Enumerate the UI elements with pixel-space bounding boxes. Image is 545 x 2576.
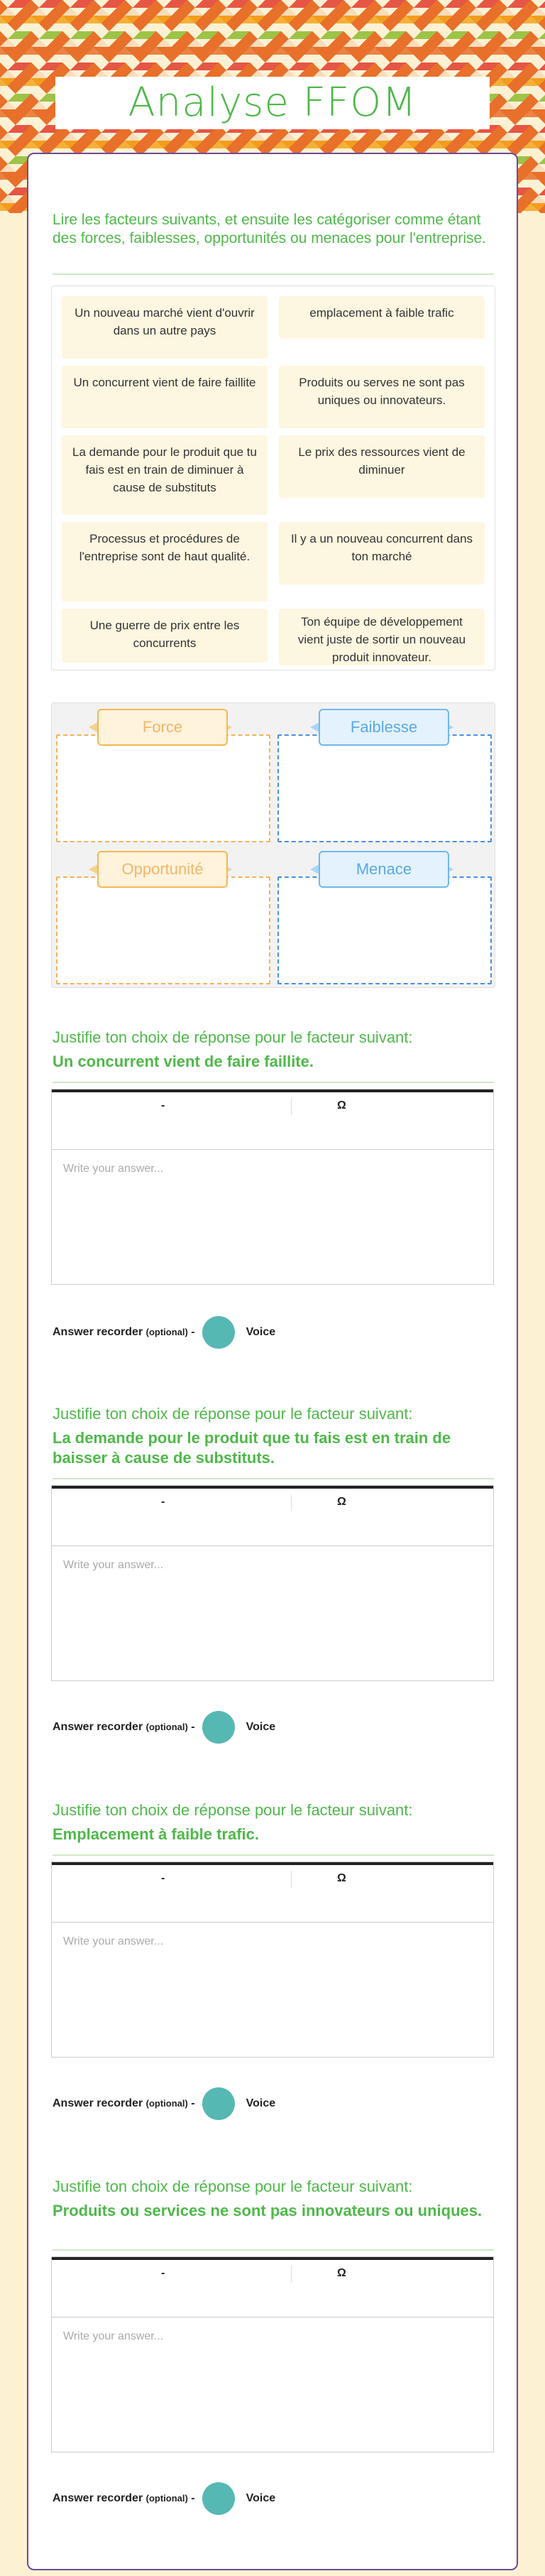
factor-chip[interactable]: La demande pour le produit que tu fais est en train de diminuer à cause de substituts bbox=[62, 435, 268, 515]
factor-chip[interactable]: Processus et procédures de l'entreprise sont de haut qualité. bbox=[62, 522, 268, 602]
answer-editor-4 bbox=[51, 2256, 494, 2452]
answer-editor-1 bbox=[51, 1089, 494, 1285]
question-factor: Emplacement à faible trafic. bbox=[53, 1825, 259, 1843]
factor-chip[interactable]: Il y a un nouveau concurrent dans ton marché bbox=[279, 522, 485, 585]
voice-label: Voice bbox=[246, 2492, 276, 2504]
dash-tool-button[interactable]: - bbox=[161, 1872, 165, 1884]
question-factor: Produits ou services ne sont pas innovateurs ou uniques. bbox=[53, 2202, 483, 2219]
divider bbox=[53, 1082, 494, 1083]
force-label: Force bbox=[97, 709, 228, 746]
editor-toolbar bbox=[52, 2257, 493, 2317]
special-character-button[interactable]: Ω bbox=[337, 2267, 346, 2279]
factor-chip[interactable]: Le prix des ressources vient de diminuer bbox=[279, 435, 485, 498]
dash-tool-button[interactable]: - bbox=[161, 1496, 165, 1508]
record-button[interactable] bbox=[202, 1711, 235, 1744]
special-character-button[interactable]: Ω bbox=[337, 1496, 346, 1508]
recorder-label: Answer recorder (optional) - bbox=[53, 2097, 195, 2109]
page-title: Analyse FFOM bbox=[128, 80, 417, 126]
answer-recorder-3 bbox=[53, 2087, 275, 2120]
special-character-button[interactable]: Ω bbox=[337, 1872, 346, 1884]
answer-recorder-1 bbox=[53, 1316, 275, 1349]
toolbar-divider bbox=[291, 2266, 292, 2283]
voice-label: Voice bbox=[246, 1721, 276, 1733]
question-intro: Justifie ton choix de réponse pour le facteur suivant: bbox=[53, 1405, 413, 1423]
force-dropzone[interactable] bbox=[56, 734, 270, 842]
editor-toolbar bbox=[52, 1486, 493, 1546]
toolbar-divider bbox=[291, 1871, 292, 1888]
divider bbox=[53, 273, 494, 275]
menace-label: Menace bbox=[319, 851, 449, 888]
answer-recorder-4 bbox=[53, 2482, 275, 2515]
factor-chip[interactable]: Un nouveau marché vient d'ouvrir dans un autre pays bbox=[62, 296, 268, 359]
toolbar-divider bbox=[291, 1494, 292, 1511]
question-3-header bbox=[53, 1800, 494, 1844]
factor-bank bbox=[51, 286, 495, 670]
page-title-bar bbox=[55, 77, 490, 129]
faiblesse-label: Faiblesse bbox=[319, 709, 449, 746]
answer-textarea[interactable]: Write your answer... bbox=[63, 2330, 164, 2342]
record-button[interactable] bbox=[202, 2087, 235, 2120]
answer-textarea[interactable]: Write your answer... bbox=[63, 1163, 164, 1175]
question-2-header bbox=[53, 1404, 494, 1468]
toolbar-divider bbox=[291, 1098, 292, 1115]
instructions: Lire les facteurs suivants, et ensuite les catégoriser comme étant des forces, faiblesses, opportunités ou menaces pour l'entreprise. bbox=[53, 212, 487, 246]
worksheet-card bbox=[27, 153, 518, 2570]
divider bbox=[53, 1478, 494, 1479]
swot-board bbox=[51, 702, 495, 988]
question-factor: Un concurrent vient de faire faillite. bbox=[53, 1053, 314, 1070]
opportunite-dropzone[interactable] bbox=[56, 876, 270, 984]
special-character-button[interactable]: Ω bbox=[337, 1099, 346, 1112]
dash-tool-button[interactable]: - bbox=[161, 2267, 165, 2279]
record-button[interactable] bbox=[202, 1316, 235, 1349]
factor-chip[interactable]: Un concurrent vient de faire faillite bbox=[62, 366, 268, 428]
factor-chip[interactable]: Une guerre de prix entre les concurrents bbox=[62, 609, 268, 663]
factor-chip[interactable]: Ton équipe de développement vient juste de sortir un nouveau produit innovateur. bbox=[279, 609, 485, 665]
recorder-label: Answer recorder (optional) - bbox=[53, 2492, 195, 2504]
question-intro: Justifie ton choix de réponse pour le facteur suivant: bbox=[53, 1028, 413, 1046]
answer-editor-3 bbox=[51, 1862, 494, 2058]
question-factor: La demande pour le produit que tu fais est en train de baisser à cause de substituts. bbox=[53, 1429, 451, 1467]
answer-editor-2 bbox=[51, 1485, 494, 1681]
factor-chip[interactable]: emplacement à faible trafic bbox=[279, 296, 485, 339]
menace-dropzone[interactable] bbox=[277, 876, 492, 984]
dash-tool-button[interactable]: - bbox=[161, 1099, 165, 1112]
voice-label: Voice bbox=[246, 2097, 276, 2109]
question-4-header bbox=[53, 2177, 494, 2221]
voice-label: Voice bbox=[246, 1326, 276, 1338]
answer-textarea[interactable]: Write your answer... bbox=[63, 1935, 164, 1947]
record-button[interactable] bbox=[202, 2482, 235, 2515]
question-intro: Justifie ton choix de réponse pour le facteur suivant: bbox=[53, 1801, 413, 1819]
faiblesse-dropzone[interactable] bbox=[277, 734, 492, 842]
question-1-header bbox=[53, 1028, 494, 1072]
divider bbox=[53, 1854, 494, 1856]
opportunite-label: Opportunité bbox=[97, 851, 228, 888]
divider bbox=[53, 2249, 494, 2251]
recorder-label: Answer recorder (optional) - bbox=[53, 1326, 195, 1338]
answer-recorder-2 bbox=[53, 1711, 275, 1744]
editor-toolbar bbox=[52, 1862, 493, 1923]
factor-chip[interactable]: Produits ou serves ne sont pas uniques ou innovateurs. bbox=[279, 366, 485, 428]
answer-textarea[interactable]: Write your answer... bbox=[63, 1559, 164, 1571]
editor-toolbar bbox=[52, 1089, 493, 1150]
question-intro: Justifie ton choix de réponse pour le facteur suivant: bbox=[53, 2178, 413, 2195]
recorder-label: Answer recorder (optional) - bbox=[53, 1721, 195, 1733]
